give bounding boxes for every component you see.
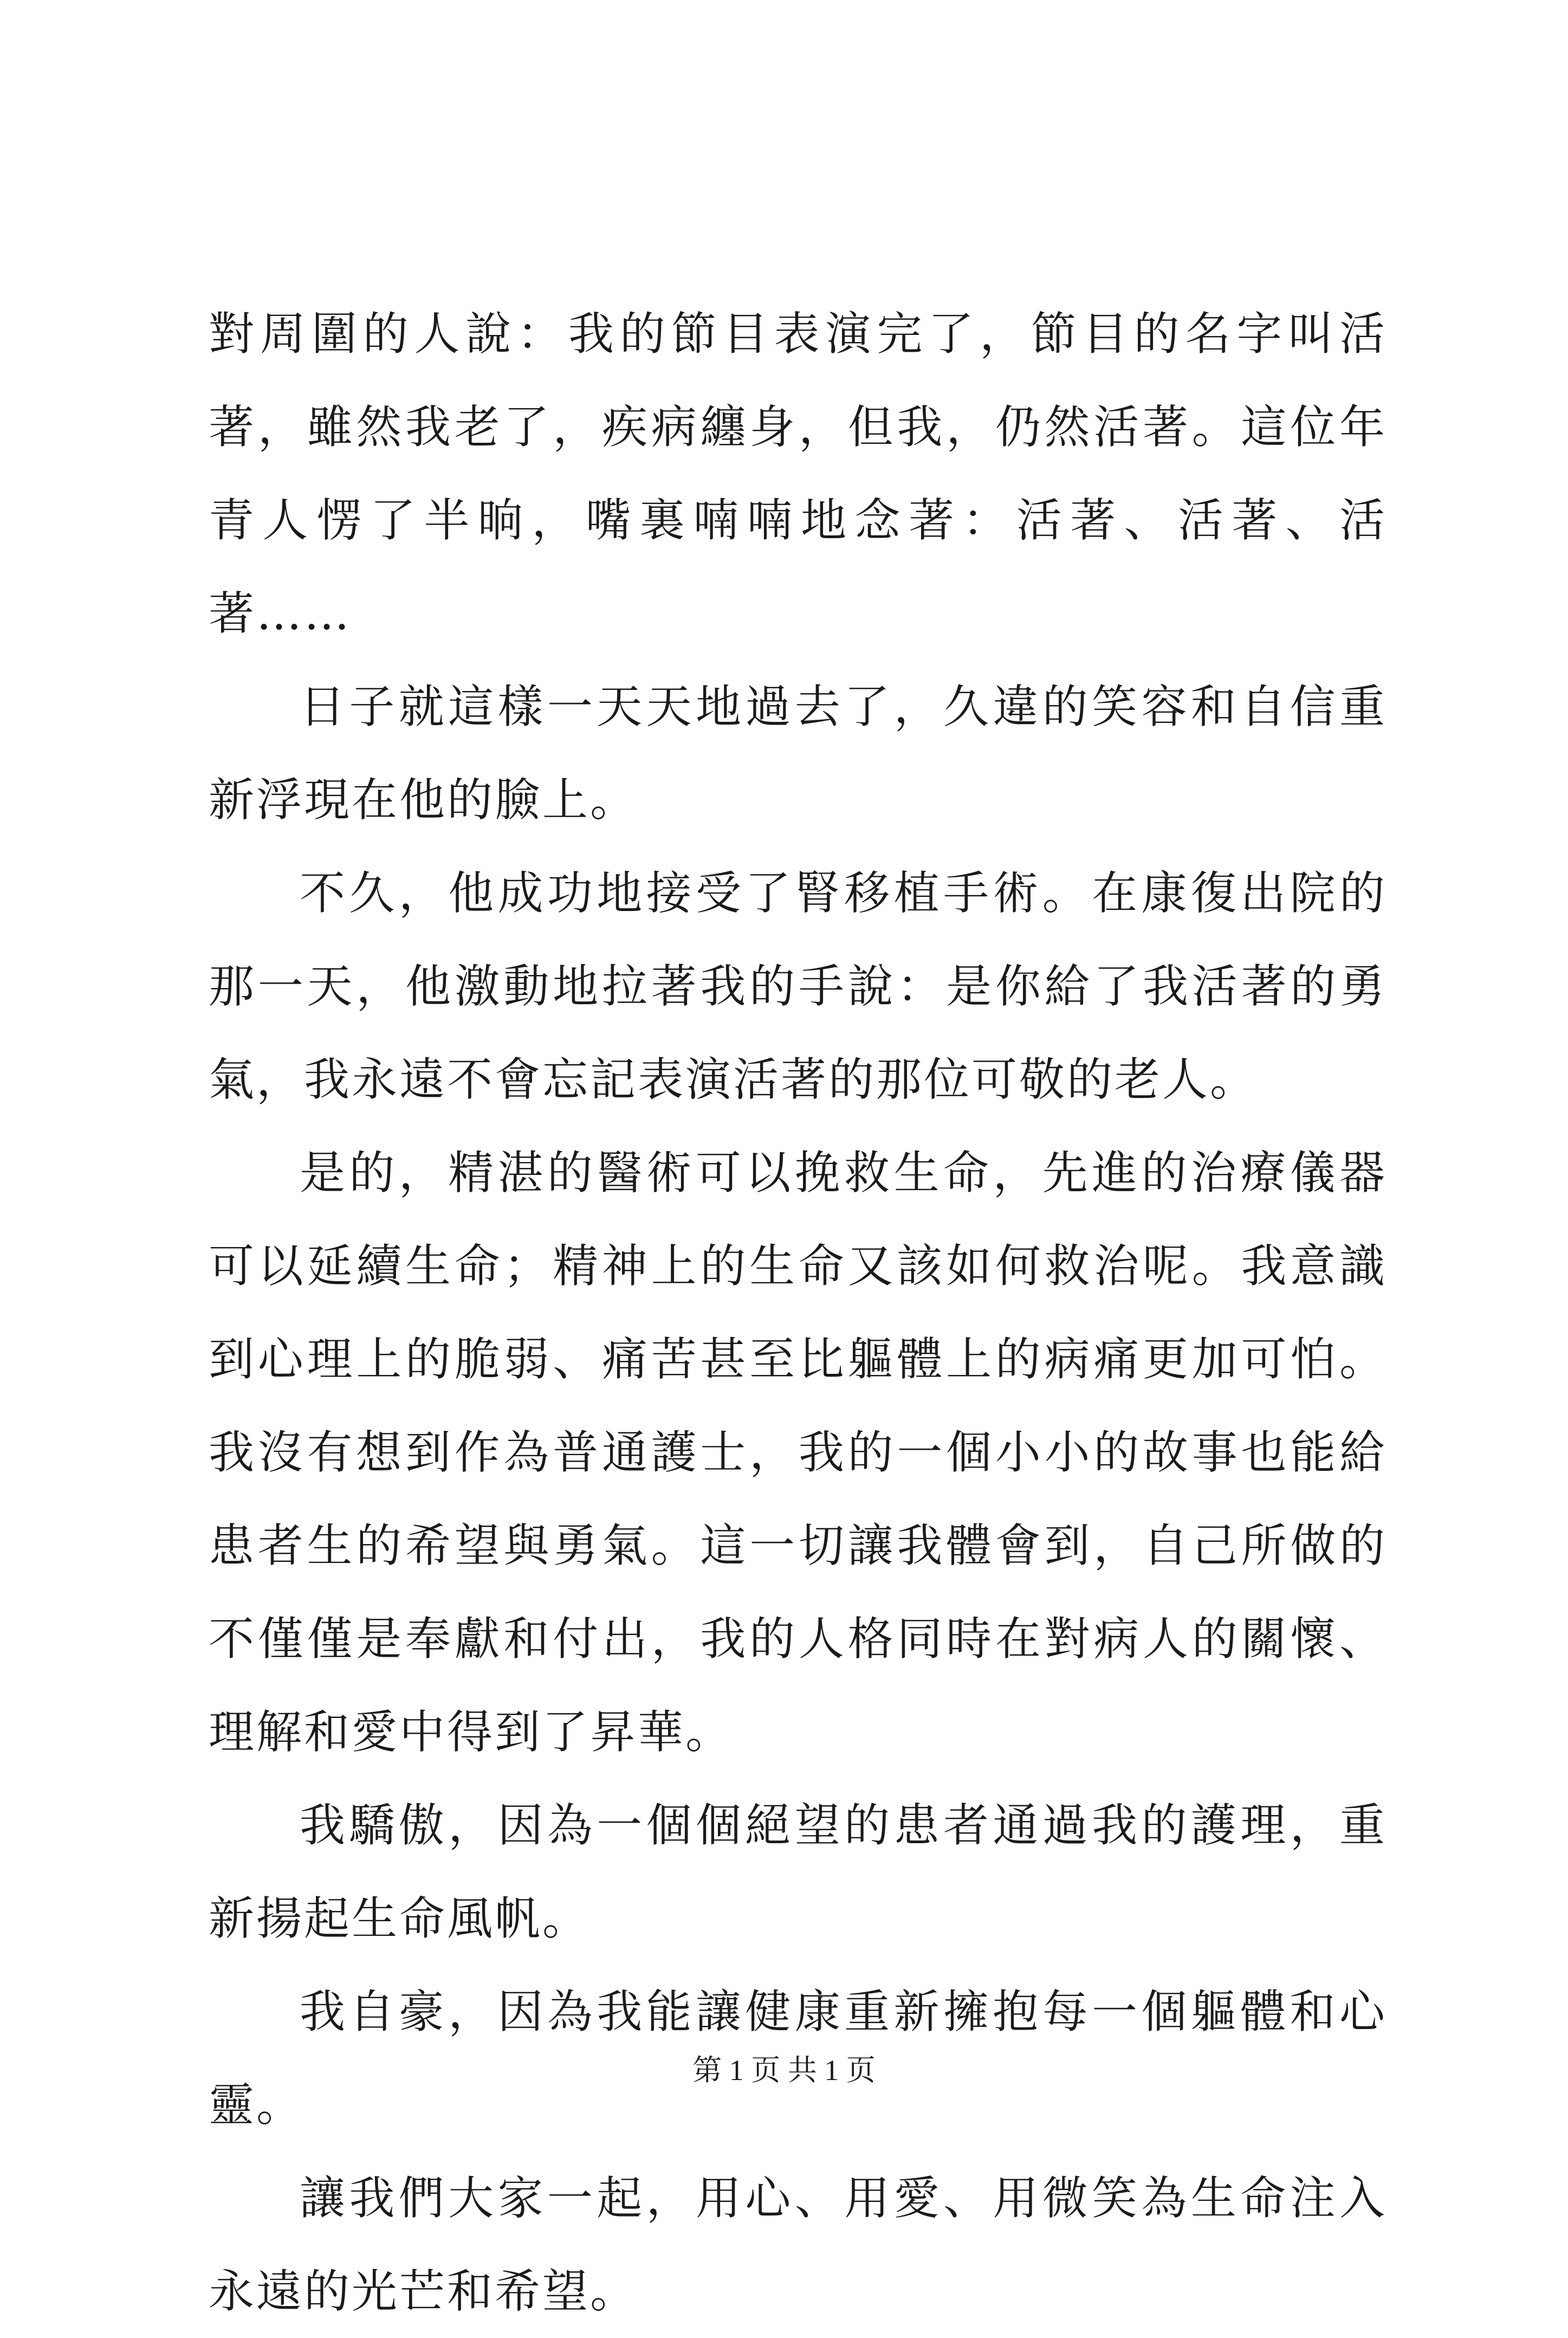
page-number-label: 第 1 页 共 1 页 <box>692 2054 876 2087</box>
paragraph-6: 我自豪，因為我能讓健康重新擁抱每一個軀體和心靈。 <box>209 1985 1387 2132</box>
page-footer <box>0 2049 1568 2092</box>
paragraph-1: 對周圍的人說：我的節目表演完了，節目的名字叫活著，雖然我老了，疾病纏身，但我，仍然活著。這位年青人愣了半晌，嘴裏喃喃地念著：活著、活著、活著…… <box>209 307 1387 640</box>
paragraph-3: 不久，他成功地接受了腎移植手術。在康復出院的那一天，他激動地拉著我的手說：是你給了我活著的勇氣，我永遠不會忘記表演活著的那位可敬的老人。 <box>209 867 1387 1106</box>
paragraph-4: 是的，精湛的醫術可以挽救生命，先進的治療儀器可以延續生命；精神上的生命又該如何救治呢。我意識到心理上的脆弱、痛苦甚至比軀體上的病痛更加可怕。我沒有想到作為普通護士，我的一個小小的故事也能給患者生的希望與勇氣。這一切讓我體會到，自己所做的不僅僅是奉獻和付出，我的人格同時在對病人的關懷、理解和愛中得到了昇華。 <box>209 1146 1387 1759</box>
paragraph-7: 讓我們大家一起，用心、用愛、用微笑為生命注入永遠的光芒和希望。 <box>209 2172 1387 2318</box>
document-body <box>209 287 1387 2338</box>
paragraph-2: 日子就這樣一天天地過去了，久違的笑容和自信重新浮現在他的臉上。 <box>209 680 1387 826</box>
paragraph-5: 我驕傲，因為一個個絕望的患者通過我的護理，重新揚起生命風帆。 <box>209 1799 1387 1945</box>
